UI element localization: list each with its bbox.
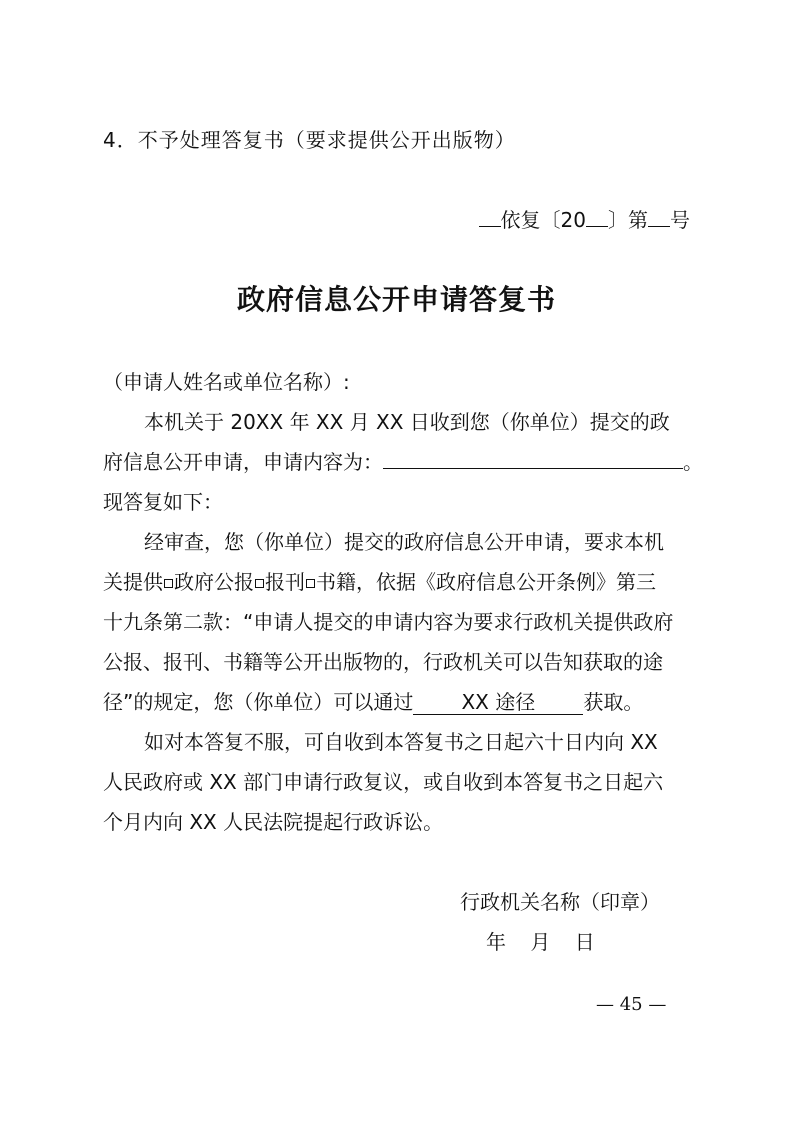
salutation: （申请人姓名或单位名称）:	[103, 370, 350, 394]
document-number	[479, 204, 690, 233]
p1-line1: 本机关于 20XX 年 XX 月 XX 日收到您（你单位）提交的政	[144, 410, 670, 434]
p3-line1: 如对本答复不服，可自收到本答复书之日起六十日内向 XX	[144, 730, 658, 754]
prefix-blank	[479, 208, 501, 227]
p2-line5-prefix: 径”的规定，您（你单位）可以通过	[103, 690, 414, 714]
p2-line2-a: 关提供	[103, 570, 163, 594]
document-title: 政府信息公开申请答复书	[236, 283, 556, 316]
p2-line5-suffix: 获取。	[583, 690, 644, 714]
body-text	[103, 362, 703, 842]
year-blank	[586, 208, 608, 227]
p2-line4: 公报、报刊、书籍等公开出版物的，行政机关可以告知获取的途	[103, 650, 663, 674]
p2-line2-b: ，依据《政府信息公开条例》第三	[356, 570, 656, 594]
request-content-blank	[383, 468, 683, 469]
checkbox-icon	[164, 579, 173, 588]
checkbox-icon	[306, 579, 315, 588]
p2-line1: 经审查，您（你单位）提交的政府信息公开申请，要求本机	[144, 530, 664, 554]
doc-number-text1: 依复〔20	[500, 208, 586, 232]
option-periodical: 报刊	[265, 570, 305, 594]
p1-line2-suffix: 。	[683, 450, 703, 474]
p3-line3: 个月内向 XX 人民法院提起行政诉讼。	[103, 810, 444, 834]
number-blank	[648, 208, 670, 227]
p1-line2-prefix: 府信息公开申请，申请内容为：	[103, 450, 383, 474]
p2-line3: 十九条第二款：“申请人提交的申请内容为要求行政机关提供政府	[103, 610, 674, 634]
p1-line2	[103, 442, 703, 482]
issuer-signature: 行政机关名称（印章）	[460, 890, 660, 914]
p3-line2: 人民政府或 XX 部门申请行政复议，或自收到本答复书之日起六	[103, 770, 664, 794]
doc-number-text2: 〕第	[608, 208, 648, 232]
date-line: 年 月 日	[486, 930, 595, 954]
section-heading: 4．不予处理答复书（要求提供公开出版物）	[103, 128, 516, 152]
access-route-fill: XX 途径	[413, 690, 583, 715]
option-gazette: 政府公报	[174, 570, 254, 594]
p1-line3: 现答复如下：	[103, 490, 223, 514]
option-books: 书籍	[316, 570, 356, 594]
p2-line2	[103, 562, 693, 602]
p2-line5	[103, 682, 693, 722]
checkbox-icon	[255, 579, 264, 588]
doc-number-text3: 号	[670, 208, 690, 232]
page-number: — 45 —	[596, 994, 667, 1015]
